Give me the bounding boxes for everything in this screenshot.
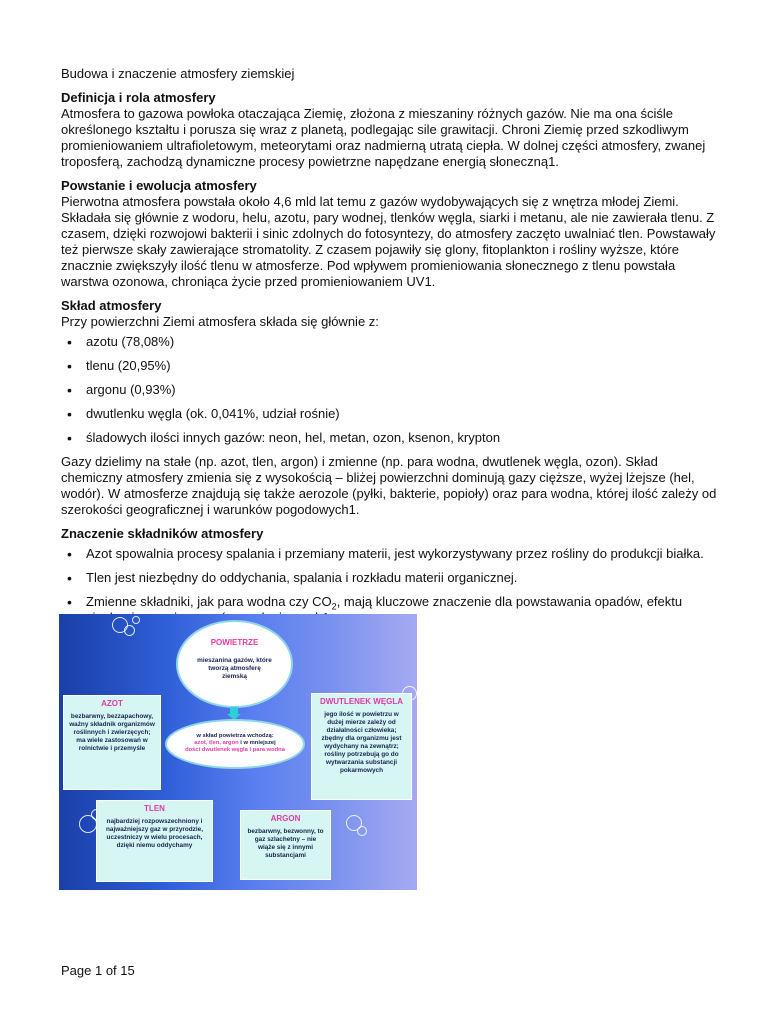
document-title: Budowa i znaczenie atmosfery ziemskiej [61,66,295,81]
dwutlenek-wegla-text: jego ilość w powietrzu w dużej mierze zależy od działalności człowieka; zbędny dla organizmu jest wydychany na zewnątrz; rośliny potrzebują go do wytwarzania substancji pokarmowych [321,711,402,774]
argon-title: ARGON [270,814,301,823]
composition-list [61,334,721,446]
paragraph-sklad-intro: Przy powierzchni Ziemi atmosfera składa się głównie z: [61,314,379,329]
list-item: • Tlen jest niezbędny do oddychania, spalania i rozkładu materii organicznej. [61,570,721,586]
bubble-decoration [132,616,140,624]
paragraph-sklad-after: Gazy dzielimy na stałe (np. azot, tlen, argon) i zmienne (np. para wodna, dwutlenek węgla, ozon). Skład chemiczny atmosfery zmienia się z wysokością – bliżej powierzchni dominują gazy cięższe, wyżej lżejsze (hel, wodór). W atmosferze znajdują się także aerozole (pyłki, bakterie, popioły) oraz para wodna, której ilość zależy od szerokości geograficznej i warunków pogodowych1. [61,454,717,517]
subscript: 2 [331,601,337,612]
bubble-decoration [357,826,367,836]
list-item: • dwutlenku węgla (ok. 0,041%, udział rośnie) [61,406,721,422]
section-heading-powstanie: Powstanie i ewolucja atmosfery [61,178,257,193]
paragraph-powstanie: Pierwotna atmosfera powstała około 4,6 mld lat temu z gazów wydobywających się z wnętrza młodej Ziemi. Składała się głównie z wodoru, helu, azotu, pary wodnej, tlenków węgla, siarki i metanu, ale nie zawierała tlenu. Z czasem, dzięki rozwojowi bakterii i sinic zdolnych do fotosyntezy, do atmosfery zaczęto uwalniać tlen. Powstawały też pierwsze skały zawierające stromatolity. Z czasem pojawiły się glony, fitoplankton i rośliny wyższe, które znacznie zwiększyły ilość tlenu w atmosferze. Pod wpływem promieniowania słonecznego z tlenu powstała warstwa ozonowa, chroniąca życie przed promieniowaniem UV1. [61,194,716,289]
azot-box [63,695,161,790]
list-item: • tlenu (20,95%) [61,358,721,374]
azot-title: AZOT [101,699,123,708]
argon-text: bezbarwny, bezwonny, to gaz szlachetny – nie wiąże się z innymi substancjami [247,828,324,859]
bubble-decoration [124,625,135,636]
list-item: • azotu (78,08%) [61,334,721,350]
list-item: • Azot spowalnia procesy spalania i przemiany materii, jest wykorzystywany przez rośliny do produkcji białka. [61,546,721,562]
center-oval [165,719,305,769]
dwutlenek-wegla-box [311,693,412,800]
document-body [61,66,721,634]
powietrze-oval [176,620,293,708]
air-composition-diagram [59,614,417,890]
center-line2 [173,740,297,747]
section-heading-znaczenie: Znaczenie składników atmosfery [61,526,264,541]
dwutlenek-wegla-title: DWUTLENEK WĘGLA [319,697,404,706]
page-number: Page 1 of 15 [61,963,135,978]
section-heading-sklad: Skład atmosfery [61,298,162,313]
center-line2-highlight: azot, tlen, argon [194,740,239,746]
section-heading-definicja: Definicja i rola atmosfery [61,90,216,105]
powietrze-text: mieszanina gazów, które tworzą atmosferę ziemską [197,657,272,680]
center-line1: w skład powietrza wchodzą: [196,733,274,739]
list-item-text-pre: Zmienne składniki, jak para wodna czy CO [86,594,332,609]
list-item: • śladowych ilości innych gazów: neon, hel, metan, ozon, ksenon, krypton [61,430,721,446]
center-line3: dości dwutlenek węgla i para wodna [185,747,285,753]
tlen-box [96,800,213,882]
powietrze-title: POWIETRZE [210,638,259,647]
tlen-text: najbardziej rozpowszechniony i najważniejszy gaz w przyrodzie, uczestniczy w wielu procesach, dzięki niemu oddychamy [106,818,203,849]
argon-box [240,810,331,880]
list-item: • argonu (0,93%) [61,382,721,398]
azot-text: bezbarwny, bezzapachowy, ważny składnik organizmów roślinnych i zwierzęcych; ma wiele zastosowań w rolnictwie i przemyśle [69,713,155,752]
list-item-text-post: , mają kluczowe znaczenie dla powstawania opadów, efektu [336,594,683,609]
paragraph-definicja: Atmosfera to gazowa powłoka otaczająca Ziemię, złożona z mieszaniny różnych gazów. Nie ma ona ściśle określonego kształtu i porusza się wraz z planetą, podlegając sile grawitacji. Chroni Ziemię przed szkodliwym promieniowaniem ultrafioletowym, meteorytami oraz nadmierną utratą ciepła. W dolnej części atmosfery, zwanej troposferą, zachodzą dynamiczne procesy powietrzne napędzane energią słoneczną1. [61,106,706,169]
tlen-title: TLEN [144,804,165,813]
center-line2-rest: i w mniejszej [238,740,276,746]
